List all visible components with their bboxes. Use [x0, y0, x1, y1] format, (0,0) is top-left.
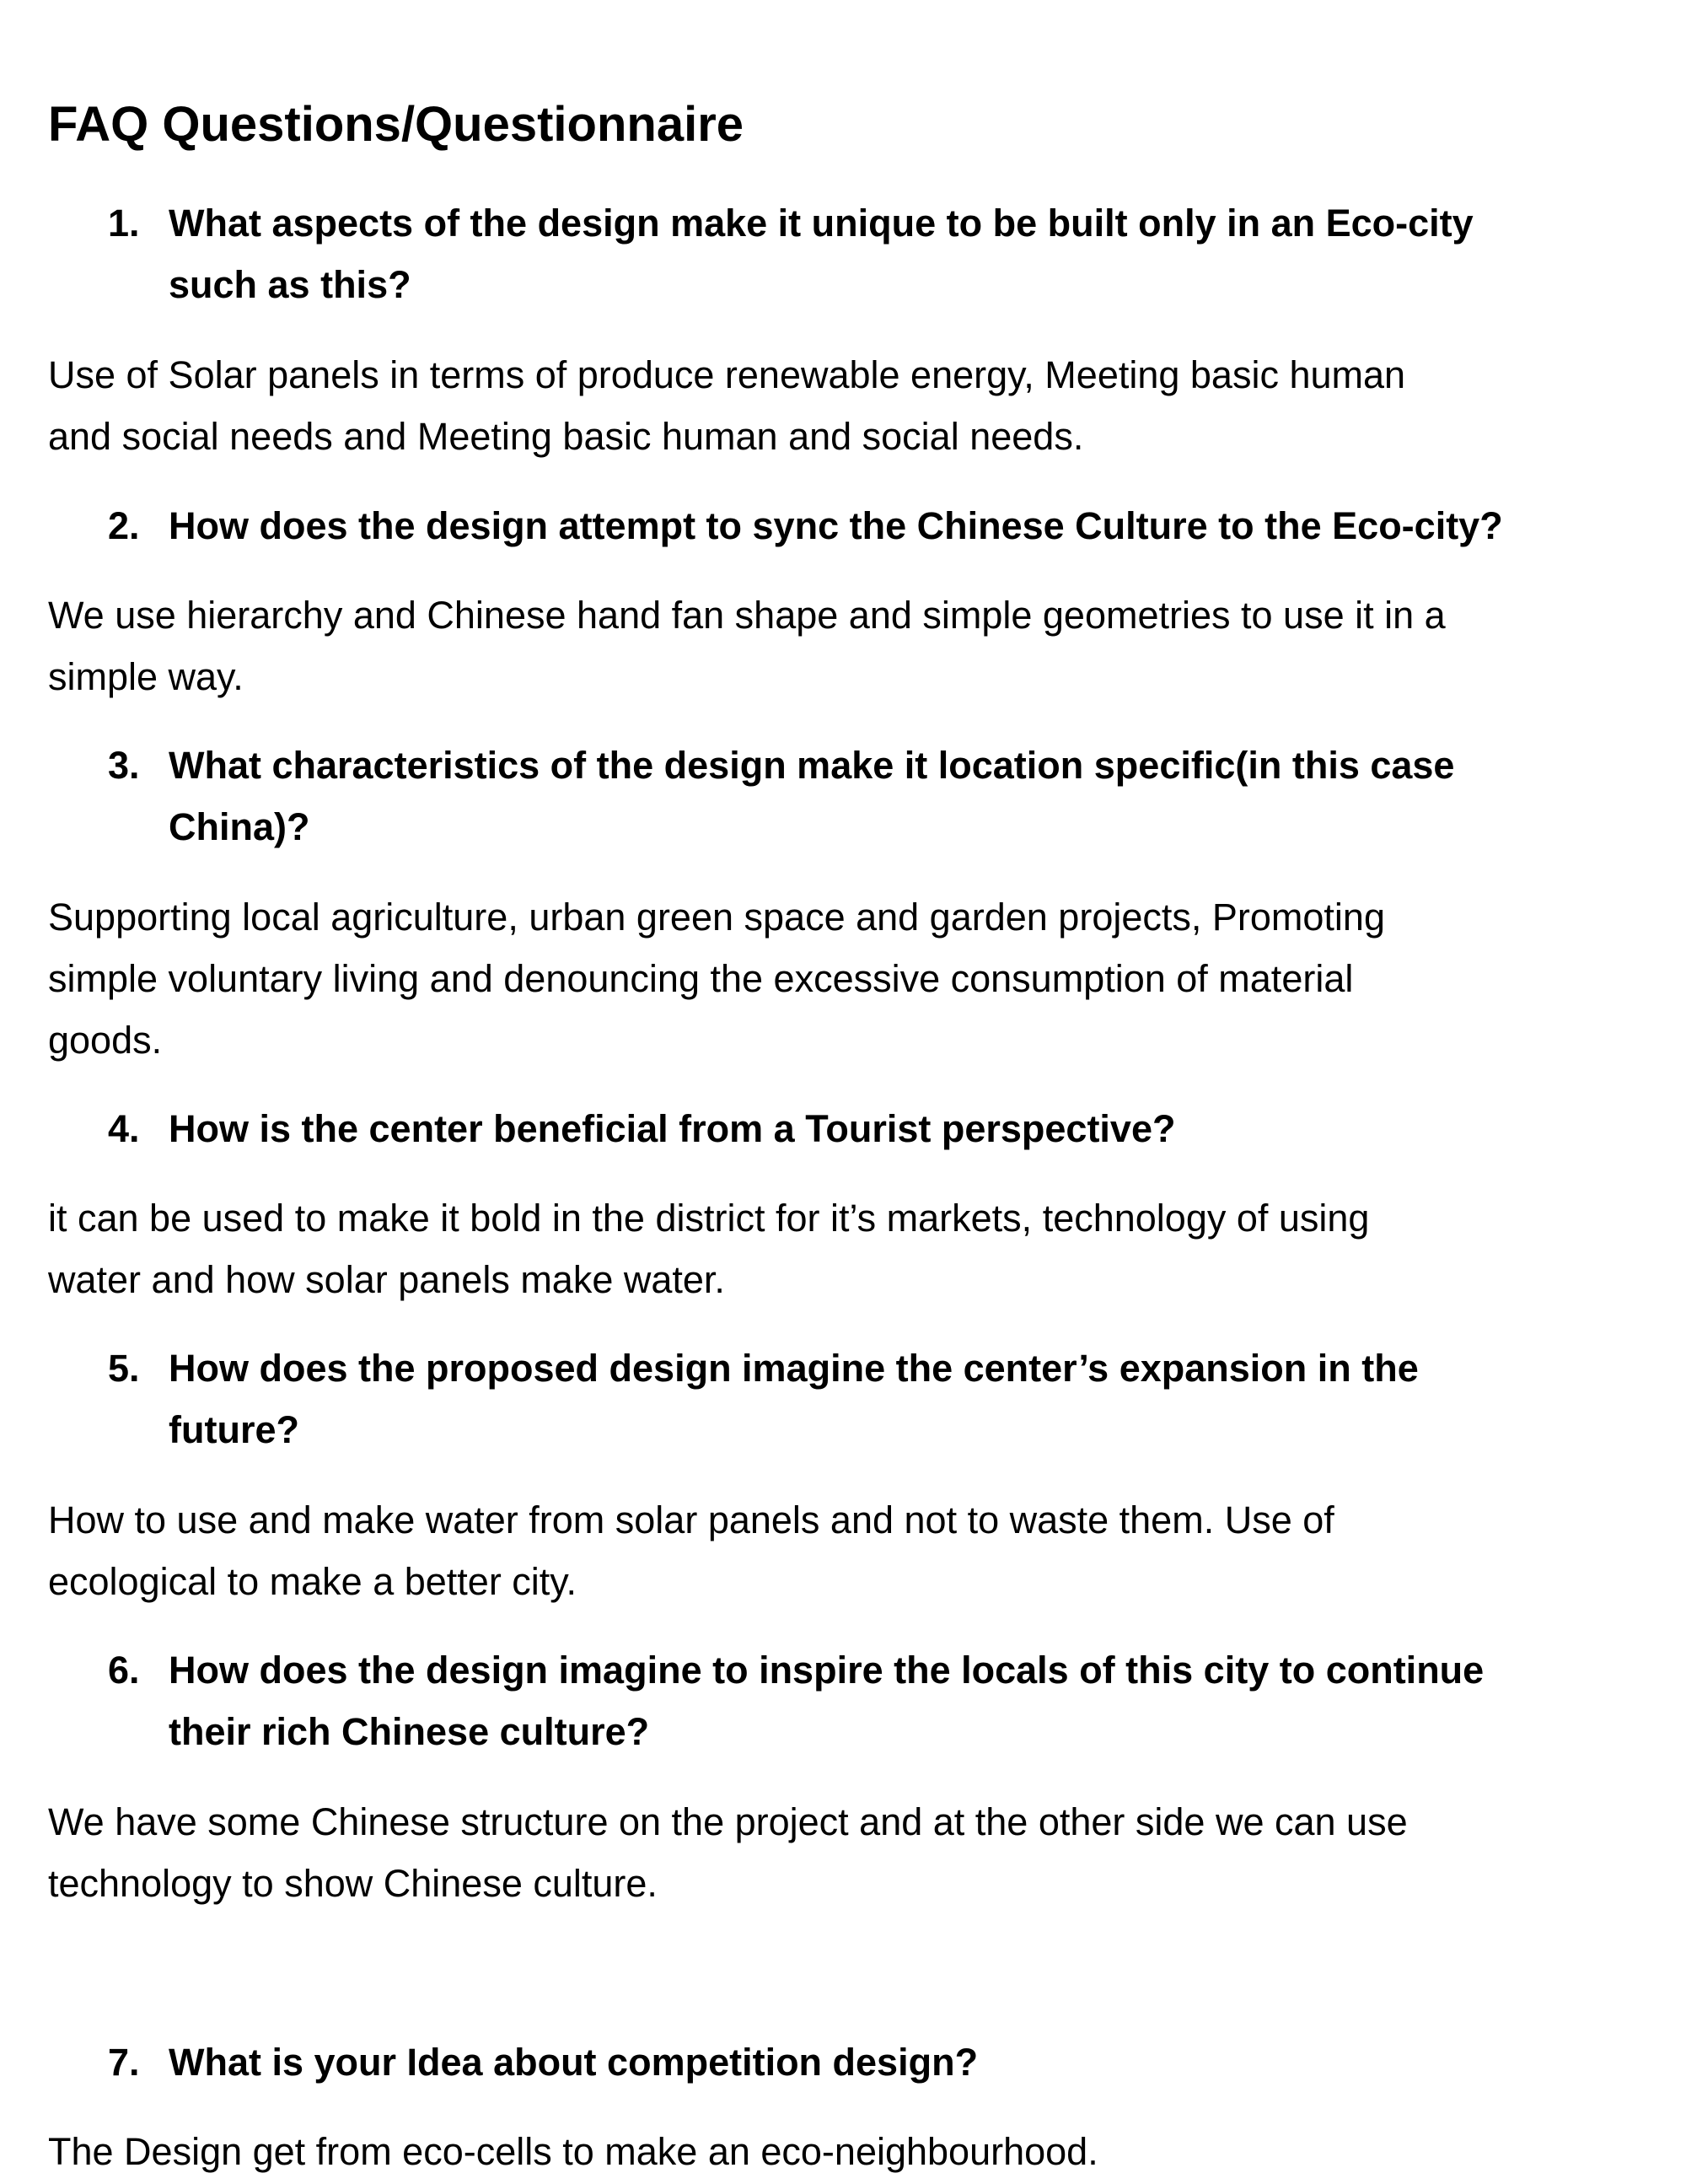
question-3 — [108, 734, 1625, 858]
answer-5 — [48, 1489, 1650, 1612]
answer-text-line: it can be used to make it bold in the district for it’s markets, technology of using — [48, 1197, 1370, 1240]
answer-1 — [48, 344, 1650, 467]
question-text-line: future? — [169, 1408, 299, 1451]
question-7 — [108, 2031, 1625, 2093]
answer-2 — [48, 584, 1650, 707]
answer-text-line: Supporting local agriculture, urban green space and garden projects, Promoting — [48, 896, 1385, 939]
question-5 — [108, 1337, 1625, 1460]
question-number: 7. — [108, 2041, 140, 2084]
answer-text-line: Use of Solar panels in terms of produce renewable energy, Meeting basic human — [48, 353, 1406, 396]
answer-text-line: technology to show Chinese culture. — [48, 1862, 658, 1905]
question-1 — [108, 192, 1625, 315]
question-text-line: What is your Idea about competition design? — [169, 2041, 979, 2084]
question-2 — [108, 495, 1625, 557]
answer-text-line: We use hierarchy and Chinese hand fan shape and simple geometries to use it in a — [48, 594, 1446, 637]
answer-6 — [48, 1791, 1650, 1914]
question-6 — [108, 1639, 1625, 1762]
question-text-line: such as this? — [169, 263, 411, 306]
answer-text-line: water and how solar panels make water. — [48, 1258, 725, 1301]
question-text-line: China)? — [169, 805, 310, 848]
answer-7 — [48, 2121, 1650, 2182]
answer-text-line: simple voluntary living and denouncing the excessive consumption of material — [48, 957, 1354, 1000]
answer-4 — [48, 1187, 1650, 1310]
question-text-line: What characteristics of the design make it location specific(in this case — [169, 744, 1455, 787]
question-number: 6. — [108, 1649, 140, 1692]
answer-text-line: How to use and make water from solar panels and not to waste them. Use of — [48, 1498, 1334, 1541]
question-number: 2. — [108, 504, 140, 547]
question-text-line: How does the design imagine to inspire the locals of this city to continue — [169, 1649, 1485, 1692]
question-number: 5. — [108, 1347, 140, 1390]
question-number: 1. — [108, 202, 140, 245]
question-text-line: their rich Chinese culture? — [169, 1710, 650, 1753]
answer-text-line: The Design get from eco-cells to make an eco-neighbourhood. — [48, 2130, 1098, 2173]
answer-text-line: ecological to make a better city. — [48, 1560, 577, 1603]
answer-3 — [48, 886, 1650, 1071]
question-text-line: What aspects of the design make it unique to be built only in an Eco-city — [169, 202, 1474, 245]
question-text-line: How is the center beneficial from a Tourist perspective? — [169, 1107, 1176, 1150]
answer-text-line: We have some Chinese structure on the project and at the other side we can use — [48, 1800, 1408, 1843]
question-number: 3. — [108, 744, 140, 787]
question-4 — [108, 1098, 1625, 1159]
question-number: 4. — [108, 1107, 140, 1150]
answer-text-line: and social needs and Meeting basic human and social needs. — [48, 415, 1084, 458]
question-text-line: How does the design attempt to sync the Chinese Culture to the Eco-city? — [169, 504, 1503, 547]
answer-text-line: simple way. — [48, 655, 244, 698]
page-title: FAQ Questions/Questionnaire — [48, 97, 744, 152]
question-text-line: How does the proposed design imagine the center’s expansion in the — [169, 1347, 1419, 1390]
answer-text-line: goods. — [48, 1019, 163, 1062]
